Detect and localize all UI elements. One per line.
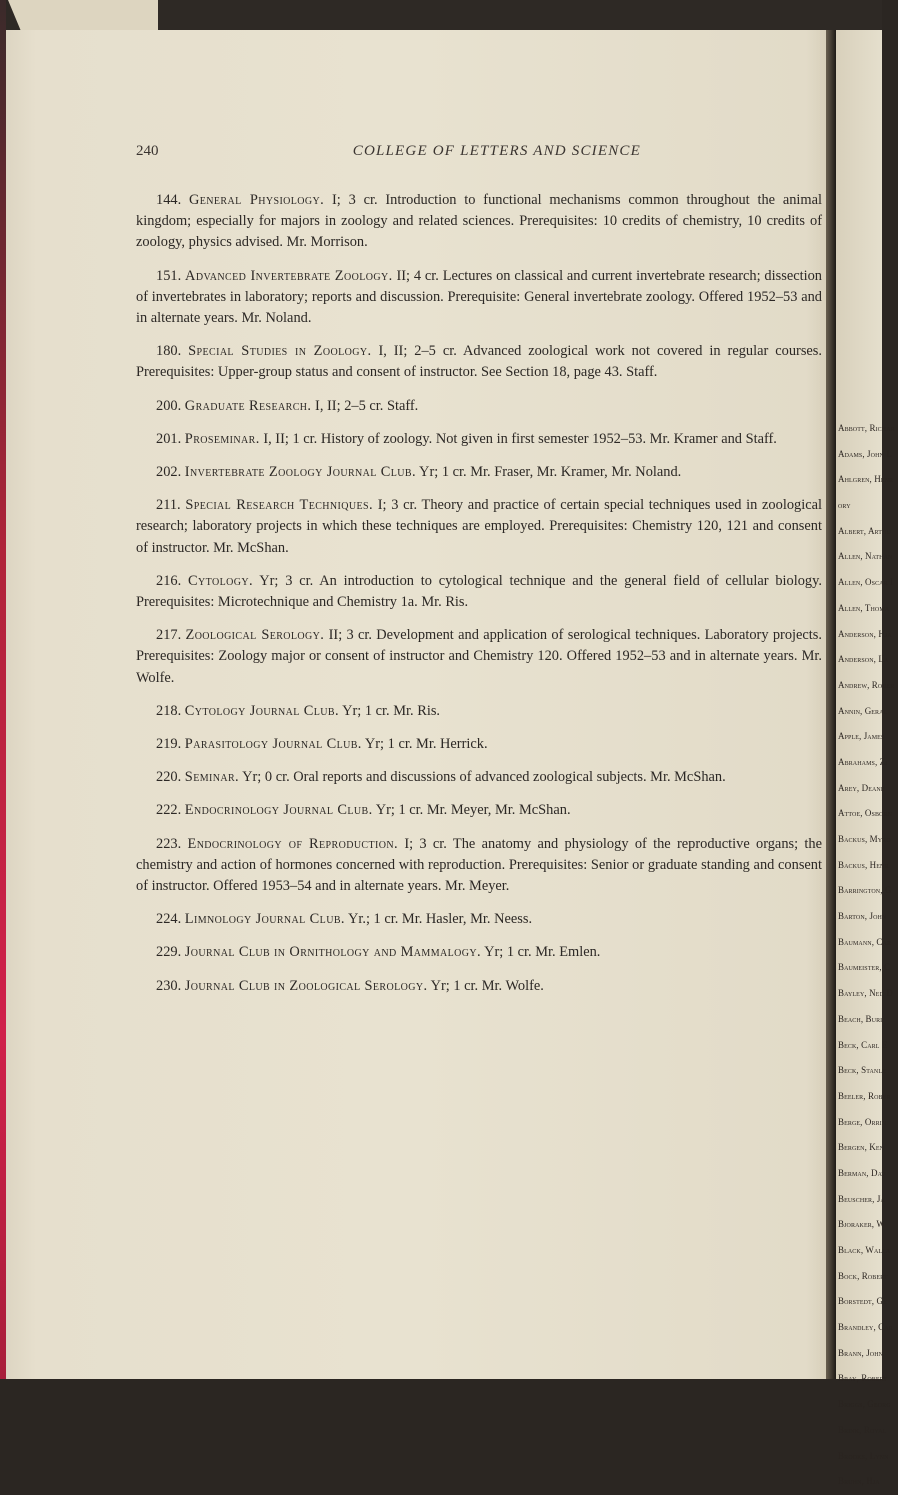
page-header-title: COLLEGE OF LETTERS AND SCIENCE: [352, 143, 641, 159]
index-entry: Bayley, Ned D: [838, 988, 893, 999]
page-gutter: [826, 30, 836, 1379]
course-description: Yr; 1 cr. Mr. Herrick.: [364, 736, 488, 753]
index-entry: Beach, Buri: [838, 1013, 883, 1024]
course-number: 144.: [156, 192, 182, 208]
course-description: Yr; 0 cr. Oral reports and discussions of advanced zoological subjects. Mr. McShan.: [242, 769, 726, 786]
course-description: Yr; 1 cr. Mr. Ris.: [342, 702, 441, 719]
course-number: 230.: [156, 977, 182, 994]
course-title: General Physiology.: [189, 192, 325, 208]
index-entry: Bjoraker, W: [838, 1219, 885, 1230]
course-title: Seminar.: [184, 769, 240, 786]
course-description: Yr; 3 cr. An introduction to cytological technique and the general field of cellular biology. Prerequisites: Microtechnique and Chemistry 1a. Mr. Ris.: [136, 572, 822, 611]
course-title: Journal Club in Ornithology and Mammalogy.: [184, 944, 481, 961]
course-description: II; 3 cr. Development and application of serological techniques. Laboratory projects. Prerequisites: Zoology major or consent of instructor and Chemistry 120. Offered 1952–53 and in alternate years. Mr. Wolfe.: [136, 627, 822, 686]
course-entry: [136, 800, 822, 821]
running-head: [136, 143, 641, 163]
course-entry: [136, 396, 822, 417]
index-entry: Brann, John: [838, 1347, 884, 1358]
index-entry: ory: [838, 500, 851, 511]
index-entry: Andrew, Rober: [838, 679, 895, 690]
index-entry: Beck, Carl E: [838, 1039, 888, 1050]
index-entry: Bruhn, Hja: [838, 1476, 880, 1487]
course-description: I; 3 cr. The anatomy and physiology of the reproductive organs; the chemistry and action of hormones concerned with reproduction. Prerequisites: Senior or graduate standing and consent of instructor. Offered 1953–54 and in alternate years. Mr. Meyer.: [136, 835, 823, 895]
index-entry: Brooks, Lynn: [838, 1450, 889, 1461]
index-entry: Berge, Orrin: [838, 1116, 887, 1127]
course-description: Yr; 1 cr. Mr. Fraser, Mr. Kramer, Mr. Noland.: [419, 464, 682, 481]
index-entry: Adams, John L: [838, 448, 892, 459]
index-entry: Albert, Arthu: [838, 525, 891, 536]
index-entry: Black, Walla: [838, 1245, 891, 1255]
index-entry: Berman, Dav: [838, 1167, 886, 1178]
adjacent-page: [836, 30, 895, 1487]
course-description: I; 3 cr. Introduction to functional mechanisms common throughout the animal kingdom; especially for majors in zoology and related sciences. Prerequisites: 10 credits of chemistry, 10 credits of zoology, physics advised. Mr. Morrison.: [136, 192, 823, 251]
course-title: Endocrinology Journal Club.: [184, 802, 373, 819]
index-entry: Backus, Myro: [838, 834, 891, 844]
course-entry: [136, 834, 822, 898]
course-description: Yr; 1 cr. Mr. Wolfe.: [430, 977, 544, 994]
course-number: 151.: [156, 267, 182, 284]
course-entry: [136, 909, 822, 930]
course-number: 217.: [156, 627, 182, 644]
index-entry: Bergen, Ken: [838, 1142, 885, 1153]
index-entry: Allen, Thoma: [838, 602, 890, 613]
index-entry: Beck, Stanle: [838, 1065, 886, 1076]
course-title: Journal Club in Zoological Serology.: [184, 977, 428, 994]
index-entry: Barton, John: [838, 911, 887, 922]
index-entry: Abbott, Richar: [838, 423, 895, 433]
index-entry: Arey, Deane: [838, 782, 885, 793]
course-title: Special Research Techniques.: [185, 497, 373, 514]
index-entry: Annin, Geral: [838, 705, 888, 716]
index-entry: Barrington, G: [838, 885, 892, 896]
index-entry: Ahlgren, Henr: [838, 474, 894, 485]
index-entry: Baumeister, C: [838, 962, 891, 973]
course-description: Yr; 1 cr. Mr. Emlen.: [484, 944, 601, 961]
index-entry: Bray, Robert: [838, 1373, 888, 1384]
course-title: Proseminar.: [184, 430, 260, 447]
index-entry: Allen, Nathan: [838, 551, 893, 562]
course-entry: [136, 429, 822, 450]
index-entry: Anderson, La: [838, 654, 889, 665]
index-entry: Anderson, Hja: [838, 628, 892, 639]
course-title: Parasitology Journal Club.: [184, 736, 362, 753]
course-number: 224.: [156, 911, 182, 928]
course-number: 229.: [156, 944, 182, 961]
course-description: Yr.; 1 cr. Mr. Hasler, Mr. Neess.: [347, 911, 533, 928]
course-entry: [136, 976, 822, 997]
course-description: I, II; 2–5 cr. Advanced zoological work not covered in regular courses. Prerequisites: Upper-group status and consent of instructor. See Section 18, page 43. Staff.: [136, 343, 823, 381]
course-number: 202.: [156, 464, 182, 481]
index-entry: Borstedt, Ge: [838, 1296, 887, 1307]
adjacent-page-index: [838, 416, 898, 1495]
index-entry: Beeler, Rober: [838, 1090, 891, 1101]
index-entry: Brandley, Car: [838, 1322, 893, 1333]
binding-edge: [0, 0, 6, 1379]
course-description: I, II; 1 cr. History of zoology. Not given in first semester 1952–53. Mr. Kramer and Staff.: [263, 430, 777, 447]
course-description: II; 4 cr. Lectures on classical and current invertebrate research; dissection of invertebrates in laboratory; reports and discussion. Prerequisite: General invertebrate zoology. Offered 1952–53 and in alternate years. Mr. Noland.: [136, 267, 822, 327]
course-entry: [136, 266, 822, 330]
index-entry: Apple, James: [838, 731, 885, 742]
course-entry: [136, 341, 822, 383]
course-number: 218.: [156, 702, 182, 719]
index-entry: Allen, Oscar I: [838, 577, 894, 588]
course-title: Advanced Invertebrate Zoology.: [185, 267, 393, 284]
course-number: 223.: [156, 835, 182, 852]
index-entry: Attoe, Osborn: [838, 808, 893, 819]
index-entry: Briggs, Georg: [838, 1399, 891, 1410]
course-title: Zoological Serology.: [185, 627, 325, 644]
index-entry: Abrahams, Zi: [838, 756, 888, 767]
course-number: 201.: [156, 430, 182, 447]
course-number: 200.: [156, 397, 182, 414]
course-number: 222.: [156, 802, 182, 819]
course-entry: [136, 495, 822, 559]
index-entry: Baumann, Car: [838, 936, 892, 947]
course-number: 180.: [156, 343, 182, 360]
course-entry: [136, 701, 822, 722]
course-title: Graduate Research.: [184, 397, 312, 414]
course-title: Cytology Journal Club.: [184, 702, 339, 719]
course-list: [136, 190, 822, 1009]
course-title: Cytology.: [188, 572, 253, 589]
course-description: I, II; 2–5 cr. Staff.: [315, 397, 419, 414]
course-number: 219.: [156, 736, 182, 753]
course-title: Endocrinology of Reproduction.: [187, 835, 398, 852]
course-number: 211.: [156, 497, 181, 514]
index-entry: Bock, Robert: [838, 1270, 888, 1281]
page-number: 240: [136, 143, 159, 159]
course-entry: [136, 625, 822, 689]
course-number: 216.: [156, 572, 182, 589]
course-entry: [136, 942, 822, 963]
course-description: I; 3 cr. Theory and practice of certain special techniques used in zoological research; laboratory projects in which these techniques are employed. Prerequisites: Chemistry 120, 121 and consent of instructor. Mr. McShan.: [136, 497, 822, 556]
course-entry: [136, 734, 822, 755]
course-title: Special Studies in Zoology.: [188, 343, 372, 360]
index-entry: Backus, Henr: [838, 859, 889, 870]
course-number: 220.: [156, 769, 182, 786]
index-entry: Beuscher, Ja: [838, 1193, 885, 1204]
course-title: Invertebrate Zoology Journal Club.: [184, 464, 416, 481]
course-title: Limnology Journal Club.: [184, 911, 345, 928]
course-entry: [136, 767, 822, 788]
course-entry: [136, 571, 822, 613]
course-description: Yr; 1 cr. Mr. Meyer, Mr. McShan.: [375, 802, 571, 819]
index-entry: Brink, Royal: [838, 1424, 887, 1435]
course-entry: [136, 462, 822, 483]
course-entry: [136, 190, 822, 254]
